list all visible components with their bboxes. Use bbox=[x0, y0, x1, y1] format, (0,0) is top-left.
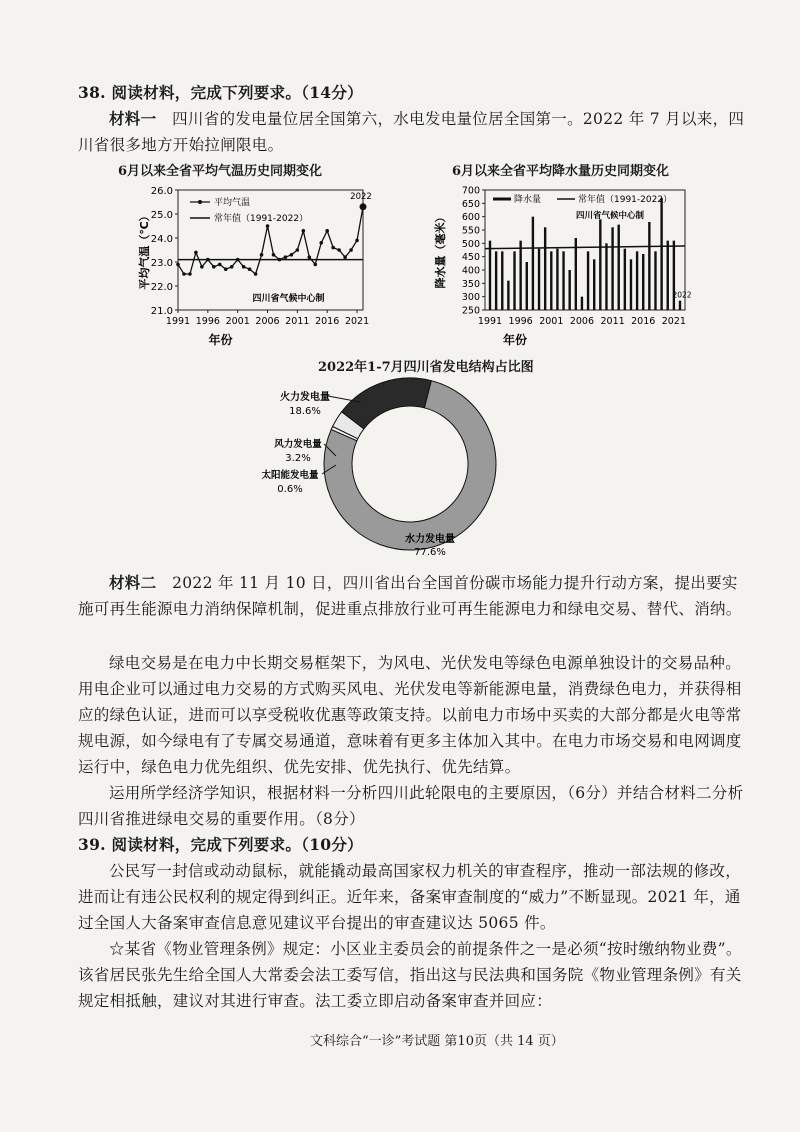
precipitation-bar bbox=[495, 251, 497, 310]
temperature-point bbox=[284, 255, 288, 259]
y-tick-label: 25.0 bbox=[150, 210, 173, 221]
x-tick-label: 2001 bbox=[225, 316, 250, 327]
temperature-point bbox=[302, 229, 306, 233]
temperature-point bbox=[296, 248, 300, 252]
temperature-point bbox=[272, 253, 276, 257]
temperature-point bbox=[230, 265, 234, 269]
x-tick-label: 1991 bbox=[165, 316, 191, 327]
q38-heading: 38. 阅读材料，完成下列要求。（14分） bbox=[78, 83, 363, 102]
y-axis-label: 平均气温（℃） bbox=[138, 210, 151, 290]
slice-label: 火力发电量 bbox=[280, 392, 330, 403]
x-tick-label: 2006 bbox=[255, 316, 280, 327]
y-tick-label: 650 bbox=[461, 198, 480, 210]
x-tick-label: 2011 bbox=[285, 316, 310, 327]
x-tick-label: 2011 bbox=[600, 316, 625, 327]
temperature-point bbox=[313, 263, 317, 267]
precipitation-bar bbox=[660, 198, 662, 310]
precipitation-bar bbox=[654, 251, 656, 310]
temperature-line-chart bbox=[130, 180, 380, 350]
material-1-text: 四川省的发电量位居全国第六，水电发电量位居全国第一。2022 年 7 月以来，四川省很多地方开始拉闸限电。 bbox=[78, 110, 745, 154]
material-2-text: 2022 年 11 月 10 日，四川省出台全国首份碳市场能力提升行动方案，提出要实施可再生能源电力消纳保障机制，促进重点排放行业可再生能源电力和绿电交易、替代、消纳。 bbox=[78, 574, 742, 618]
material-2-label: 材料二 bbox=[109, 573, 157, 592]
precipitation-bar bbox=[587, 251, 589, 310]
donut-slice bbox=[342, 378, 432, 429]
precipitation-bar bbox=[630, 259, 632, 310]
x-tick-label: 1991 bbox=[477, 316, 503, 327]
temperature-point bbox=[337, 248, 341, 252]
material-1-label: 材料一 bbox=[109, 109, 157, 128]
precipitation-bar bbox=[532, 217, 534, 310]
material-1 bbox=[78, 106, 753, 158]
temperature-point bbox=[242, 265, 246, 269]
x-tick-label: 2001 bbox=[539, 316, 564, 327]
precipitation-bar bbox=[605, 243, 607, 310]
slice-value: 0.6% bbox=[277, 484, 303, 495]
temperature-point bbox=[278, 258, 282, 262]
x-tick-label: 1996 bbox=[508, 316, 533, 327]
q39-heading: 39. 阅读材料，完成下列要求。（10分） bbox=[78, 835, 363, 854]
chart-watermark: 四川省气候中心制 bbox=[252, 294, 325, 304]
precipitation-bar bbox=[618, 225, 620, 310]
precipitation-bar bbox=[636, 251, 638, 310]
x-tick-label: 1996 bbox=[195, 316, 220, 327]
legend-label-normal: 常年值（1991-2022） bbox=[214, 214, 309, 224]
precipitation-bar bbox=[624, 249, 626, 310]
temperature-point bbox=[218, 263, 222, 267]
y-tick-label: 26.0 bbox=[150, 186, 173, 197]
y-tick-label: 300 bbox=[461, 292, 480, 304]
pie-chart-title: 2022年1-7月四川省发电结构占比图 bbox=[318, 360, 534, 375]
precipitation-bar bbox=[611, 227, 613, 310]
slice-label: 风力发电量 bbox=[274, 439, 322, 450]
slice-value: 77.6% bbox=[414, 547, 446, 558]
temperature-point bbox=[325, 229, 329, 233]
x-axis-label: 年份 bbox=[208, 333, 233, 347]
temp-chart-title: 6月以来全省平均气温历史同期变化 bbox=[118, 164, 323, 179]
material-2 bbox=[78, 570, 753, 622]
slice-label: 太阳能发电量 bbox=[261, 470, 319, 481]
y-tick-label: 550 bbox=[461, 225, 480, 237]
legend-marker-temp bbox=[198, 200, 202, 204]
temperature-point bbox=[360, 203, 367, 210]
q38-question: 运用所学经济学知识，根据材料一分析四川此轮限电的主要原因，（6分）并结合材料二分析四川省推进绿电交易的重要作用。（8分） bbox=[78, 784, 744, 828]
temperature-point bbox=[355, 239, 359, 243]
precipitation-bar bbox=[507, 281, 509, 310]
y-tick-label: 22.0 bbox=[150, 282, 173, 293]
precipitation-bar bbox=[550, 251, 552, 310]
temperature-point bbox=[319, 241, 323, 245]
temperature-point bbox=[349, 248, 353, 252]
legend-label-normal: 常年值（1991-2022） bbox=[578, 195, 673, 205]
temperature-point bbox=[254, 272, 258, 276]
slice-label: 水力发电量 bbox=[405, 534, 455, 545]
precipitation-bar bbox=[667, 241, 669, 310]
precipitation-bar bbox=[556, 249, 558, 310]
normal-line bbox=[485, 246, 685, 249]
q39-paragraph-1: 公民写一封信或动动鼠标，就能撬动最高国家权力机关的审查程序，推动一部法规的修改，进而让有违公民权利的规定得到纠正。近年来，备案审查制度的“威力”不断显现。2021 年，通过全国人大备案审查信息意见建议平台提出的审查建议达 5065 件。 bbox=[78, 862, 742, 932]
temperature-point bbox=[188, 272, 192, 276]
precipitation-bar bbox=[599, 219, 601, 310]
temperature-point bbox=[260, 253, 264, 257]
y-tick-label: 21.0 bbox=[150, 306, 173, 317]
temperature-point bbox=[182, 272, 186, 276]
temperature-point bbox=[236, 258, 240, 262]
y-tick-label: 450 bbox=[461, 252, 480, 264]
precipitation-bar bbox=[513, 251, 515, 310]
y-tick-label: 250 bbox=[461, 305, 480, 317]
legend-label-rain: 降水量 bbox=[514, 195, 542, 205]
precipitation-bar bbox=[575, 238, 577, 310]
y-tick-label: 700 bbox=[461, 185, 480, 197]
temperature-point bbox=[194, 251, 198, 255]
temperature-point bbox=[331, 246, 335, 250]
y-tick-label: 24.0 bbox=[150, 234, 173, 245]
material-2-paragraph: 绿电交易是在电力中长期交易框架下，为风电、光伏发电等绿色电源单独设计的交易品种。用电企业可以通过电力交易的方式购买风电、光伏发电等新能源电量，消费绿色电力，并获得相应的绿色认证，进而可以享受税收优惠等政策支持。以前电力市场中买卖的大部分都是火电等常规电源，如今绿电有了专属交易通道，意味着有更多主体加入其中。在电力市场交易和电网调度运行中，绿色电力优先组织、优先安排、优先执行、优先结算。 bbox=[78, 654, 742, 776]
y-axis-label: 降水量（毫米） bbox=[434, 211, 447, 289]
x-axis-label: 年份 bbox=[502, 333, 528, 347]
x-tick-label: 2021 bbox=[344, 316, 370, 327]
precipitation-bar bbox=[526, 262, 528, 310]
temperature-point bbox=[212, 265, 216, 269]
temperature-point bbox=[290, 253, 294, 257]
x-tick-label: 2016 bbox=[631, 316, 656, 327]
chart-watermark: 四川省气候中心制 bbox=[575, 211, 645, 221]
generation-donut-chart bbox=[250, 372, 560, 562]
precipitation-bar bbox=[568, 270, 570, 310]
rain-chart-title: 6月以来全省平均降水量历史同期变化 bbox=[452, 164, 670, 179]
precipitation-bar-chart bbox=[430, 180, 700, 350]
x-tick-label: 2016 bbox=[315, 316, 340, 327]
precipitation-bar bbox=[679, 301, 681, 310]
temperature-point bbox=[206, 258, 210, 262]
y-tick-label: 500 bbox=[461, 238, 480, 250]
temperature-point bbox=[224, 267, 228, 271]
precipitation-bar bbox=[489, 241, 491, 310]
precipitation-bar bbox=[642, 254, 644, 310]
point-label: 2022 bbox=[672, 290, 692, 300]
precipitation-bar bbox=[562, 251, 564, 310]
legend-label-temp: 平均气温 bbox=[214, 198, 251, 208]
page-footer: 文科综合“一诊”考试题 第10页（共 14 页） bbox=[310, 1034, 564, 1049]
x-tick-label: 2021 bbox=[661, 316, 686, 327]
temperature-point bbox=[343, 255, 347, 259]
y-tick-label: 600 bbox=[461, 212, 480, 224]
precipitation-bar bbox=[501, 251, 503, 310]
y-tick-label: 400 bbox=[461, 265, 480, 277]
precipitation-bar bbox=[538, 249, 540, 310]
temperature-point bbox=[200, 265, 204, 269]
precipitation-bar bbox=[581, 297, 583, 310]
slice-value: 18.6% bbox=[289, 406, 321, 417]
plot-frame bbox=[178, 190, 363, 310]
precipitation-bar bbox=[519, 241, 521, 310]
y-tick-label: 23.0 bbox=[150, 258, 173, 269]
y-tick-label: 350 bbox=[461, 278, 480, 290]
precipitation-bar bbox=[648, 222, 650, 310]
temperature-point bbox=[307, 255, 311, 259]
q39-paragraph-2: ☆某省《物业管理条例》规定：小区业主委员会的前提条件之一是必须“按时缴纳物业费”。该省居民张先生给全国人大常委会法工委写信，指出这与民法典和国务院《物业管理条例》有关规定相抵触，建议对其进行审查。法工委立即启动备案审查并回应： bbox=[78, 940, 742, 1010]
temperature-point bbox=[266, 224, 270, 228]
x-tick-label: 2006 bbox=[569, 316, 595, 327]
precipitation-bar bbox=[544, 227, 546, 310]
slice-value: 3.2% bbox=[285, 453, 311, 464]
point-label: 2022 bbox=[350, 191, 372, 202]
precipitation-bar bbox=[593, 259, 595, 310]
temperature-point bbox=[176, 263, 180, 267]
temperature-point bbox=[248, 267, 252, 271]
